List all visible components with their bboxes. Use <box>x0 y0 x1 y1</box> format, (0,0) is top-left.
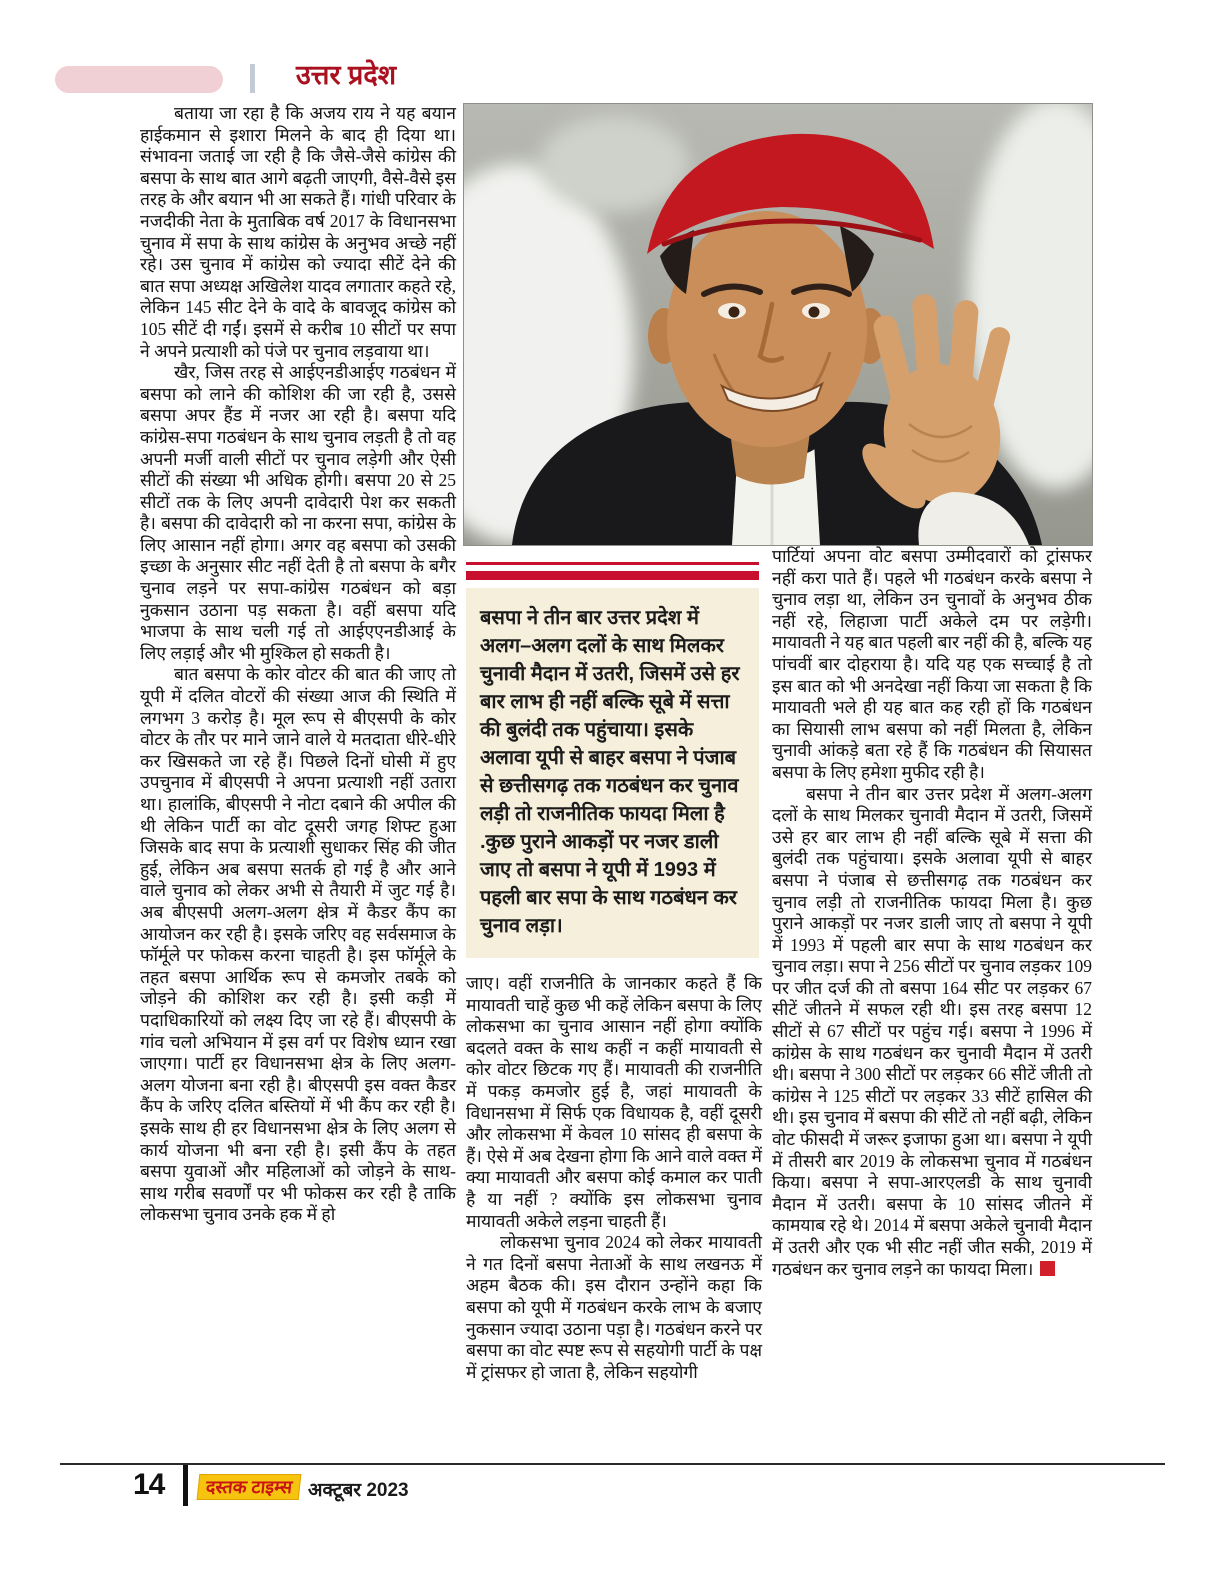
masthead-divider <box>250 64 255 93</box>
page-number: 14 <box>133 1468 165 1501</box>
politician-photo <box>464 104 1092 545</box>
article-paragraph: बात बसपा के कोर वोटर की बात की जाए तो यूपी में दलित वोटरों की संख्या आज की स्थिति में लगभग 3 करोड़ है। मूल रूप से बीएसपी के कोर वोटर के तौर पर माने जाने वाले ये मतदाता धीरे-धीरे कर खिसकते जा रहे हैं। पिछले दिनों घोसी में हुए उपचुनाव में बीएसपी ने अपना प्रत्याशी नहीं उतारा था। हालांकि, बीएसपी ने नोटा दबाने की अपील की थी लेकिन पार्टी का वोट दूसरी जगह शिफ्ट हुआ जिसके बाद सपा के प्रत्याशी सुधाकर सिंह की जीत हुई, लेकिन अब बसपा सतर्क हो गई है और आने वाले चुनाव को लेकर अभी से तैयारी में जुट गई है। अब बीएसपी अलग-अलग क्षेत्र में कैडर कैंप का आयोजन कर रही है। इसके जरिए वह सर्वसमाज के फॉर्मूले पर फोकस करना चाहती है। इस फॉर्मूले के तहत बसपा आर्थिक रूप से कमजोर तबके को जोड़ने की कोशिश कर रही है। इसी कड़ी में पदाधिकारियों को लक्ष्य दिए जा रहे हैं। बीएसपी के गांव चलो अभियान में इस वर्ग पर विशेष ध्यान रखा जाएगा। पार्टी हर विधानसभा क्षेत्र के लिए अलग-अलग योजना बना रही है। बीएसपी इस वक्त कैडर कैंप के जरिए दलित बस्तियों में भी कैंप कर रही है। इसके साथ ही हर विधानसभा क्षेत्र के लिए अलग से कार्य योजना भी बना रही है। इसी कैंप के तहत बसपा युवाओं और महिलाओं को जोड़ने के साथ-साथ गरीब सवर्णों पर भी फोकस कर रही है ताकि लोकसभा चुनाव उनके हक में हो <box>140 664 456 1225</box>
section-title: उत्तर प्रदेश <box>296 60 397 90</box>
article-paragraph-text: बसपा ने तीन बार उत्तर प्रदेश में अलग-अलग दलों के साथ मिलकर चुनावी मैदान में उतरी, जिसमें उसे हर बार लाभ ही नहीं बल्कि सूबे में सत्ता की बुलंदी तक पहुंचाया। इसके अलावा यूपी से बाहर बसपा ने पंजाब से छत्तीसगढ़ तक गठबंधन कर चुनाव लड़ी तो राजनीतिक फायदा मिला है। कुछ पुराने आकड़ों पर नजर डाली जाए तो बसपा ने यूपी में 1993 में पहली बार सपा के साथ गठबंधन कर चुनाव लड़ा। सपा ने 256 सीटों पर चुनाव लड़कर 109 पर जीत दर्ज की तो बसपा 164 सीट पर लड़कर 67 सीटें जीतने में सफल रही थी। इस तरह बसपा 12 सीटों से 67 सीटों पर पहुंच गई। बसपा ने 1996 में कांग्रेस के साथ गठबंधन कर चुनावी मैदान में उतरी थी। बसपा ने 300 सीटों पर लड़कर 66 सीटें जीती तो कांग्रेस ने 125 सीटों पर लड़कर 33 सीटें हासिल की थी। इस चुनाव में बसपा की सीटें तो नहीं बढ़ी, लेकिन वोट फीसदी में जरूर इजाफा हुआ था। बसपा ने यूपी में तीसरी बार 2019 के लोकसभा चुनाव में गठबंधन किया। बसपा ने सपा-आरएलडी के साथ चुनावी मैदान में उतरी। बसपा के 10 सांसद जीतने में कामयाब रहे थे। 2014 में बसपा अकेले चुनावी मैदान में उतरी और एक भी सीट नहीं जीत सकी, 2019 में गठबंधन कर चुनाव लड़ने का फायदा मिला। <box>772 783 1092 1279</box>
issue-date: अक्टूबर 2023 <box>308 1480 409 1501</box>
article-column-3 <box>772 546 1092 1280</box>
pull-quote-rule-thick <box>466 571 759 580</box>
masthead-logo-placeholder <box>55 66 223 93</box>
article-paragraph: पार्टियां अपना वोट बसपा उम्मीदवारों को ट्रांसफर नहीं करा पाते हैं। पहले भी गठबंधन करके बसपा ने चुनाव लड़ा था, लेकिन उन चुनावों के अनुभव ठीक नहीं रहे, लिहाजा पार्टी अकेले दम पर लड़ेगी। मायावती ने यह बात पहली बार नहीं की है, बल्कि यह पांचवीं बार दोहराया है। यदि यह एक सच्चाई है तो इस बात को भी अनदेखा नहीं किया जा सकता है कि मायावती भले ही यह बात कह रही हों कि गठबंधन का सियासी लाभ बसपा को नहीं मिलता है, लेकिन चुनावी आंकड़े बता रहे हैं कि गठबंधन की सियासत बसपा के लिए हमेशा मुफीद रही है। <box>772 546 1092 782</box>
magazine-logo: दस्तक टाइम्स <box>197 1474 302 1500</box>
pull-quote-block <box>466 562 759 958</box>
article-paragraph: लोकसभा चुनाव 2024 को लेकर मायावती ने गत दिनों बसपा नेताओं के साथ लखनऊ में अहम बैठक की। इस दौरान उन्होंने कहा कि बसपा को यूपी में गठबंधन करके लाभ के बजाए नुकसान ज्यादा उठाना पड़ा है। गठबंधन करने पर बसपा का वोट स्पष्ट रूप से सहयोगी पार्टी के पक्ष में ट्रांसफर हो जाता है, लेकिन सहयोगी <box>466 1232 762 1382</box>
article-paragraph: जाए। वहीं राजनीति के जानकार कहते हैं कि मायावती चाहें कुछ भी कहें लेकिन बसपा के लिए लोकसभा का चुनाव आसान नहीं होगा क्योंकि बदलते वक्त के साथ कहीं न कहीं मायावती से कोर वोटर छिटक गए हैं। मायावती की राजनीति में पकड़ कमजोर हुई है, जहां मायावती के विधानसभा में सिर्फ एक विधायक है, वहीं दूसरी और लोकसभा में केवल 10 सांसद ही बसपा के हैं। ऐसे में अब देखना होगा कि आने वाले वक्त में क्या मायावती और बसपा कोई कमाल कर पाती है या नहीं ? क्योंकि इस लोकसभा चुनाव मायावती अकेले लड़ना चाहती हैं। <box>466 973 762 1231</box>
footer-rule <box>60 1463 1165 1465</box>
article-paragraph: खैर, जिस तरह से आईएनडीआईए गठबंधन में बसपा को लाने की कोशिश की जा रही है, उससे बसपा अपर हैंड में नजर आ रही है। बसपा यदि कांग्रेस-सपा गठबंधन के साथ चुनाव लड़ती है तो वह अपनी मर्जी वाली सीटों पर चुनाव लड़ेगी और ऐसी सीटों की संख्या भी अधिक होगी। बसपा 20 से 25 सीटों तक के लिए अपनी दावेदारी पेश कर सकती है। बसपा की दावेदारी को ना करना सपा, कांग्रेस के लिए आसान नहीं होगा। अगर वह बसपा को उसकी इच्छा के अनुसार सीट नहीं देती है तो बसपा के बगैर चुनाव लड़ने पर सपा-कांग्रेस गठबंधन को बड़ा नुकसान उठाना पड़ सकता है। वहीं बसपा यदि भाजपा के साथ चली गई तो आईएएनडीआई के लिए लड़ाई और भी मुश्किल हो सकती है। <box>140 362 456 663</box>
article-column-2 <box>466 973 762 1383</box>
article-end-marker-icon <box>1040 1261 1055 1276</box>
article-column-1 <box>140 103 456 1226</box>
pull-quote-rule-thin <box>466 562 759 565</box>
blurred-background-shape <box>539 116 689 212</box>
article-paragraph <box>772 784 1092 1281</box>
footer-divider <box>183 1465 188 1506</box>
politician-photo-illustration <box>464 104 1092 545</box>
article-paragraph: बताया जा रहा है कि अजय राय ने यह बयान हाईकमान से इशारा मिलने के बाद ही दिया था। संभावना जताई जा रही है कि जैसे-जैसे कांग्रेस की बसपा के साथ बात आगे बढ़ती जाएगी, वैसे-वैसे इस तरह के और बयान भी आ सकते हैं। गांधी परिवार के नजदीकी नेता के मुताबिक वर्ष 2017 के विधानसभा चुनाव में सपा के साथ कांग्रेस के अनुभव अच्छे नहीं रहे। उस चुनाव में कांग्रेस को ज्यादा सीटें देने की बात सपा अध्यक्ष अखिलेश यादव लगातार कहते रहे, लेकिन 145 सीट देने के वादे के बावजूद कांग्रेस को 105 सीटें दी गईं। इसमें से करीब 10 सीटों पर सपा ने अपने प्रत्याशी को पंजे पर चुनाव लड़वाया था। <box>140 103 456 361</box>
pull-quote-text: बसपा ने तीन बार उत्तर प्रदेश में अलग–अलग दलों के साथ मिलकर चुनावी मैदान में उतरी, जिसमें उसे हर बार लाभ ही नहीं बल्कि सूबे में सत्ता की बुलंदी तक पहुंचाया। इसके अलावा यूपी से बाहर बसपा ने पंजाब से छत्तीसगढ़ तक गठबंधन कर चुनाव लड़ी तो राजनीतिक फायदा मिला है .कुछ पुराने आकड़ों पर नजर डाली जाए तो बसपा ने यूपी में 1993 में पहली बार सपा के साथ गठबंधन कर चुनाव लड़ा। <box>466 588 759 958</box>
